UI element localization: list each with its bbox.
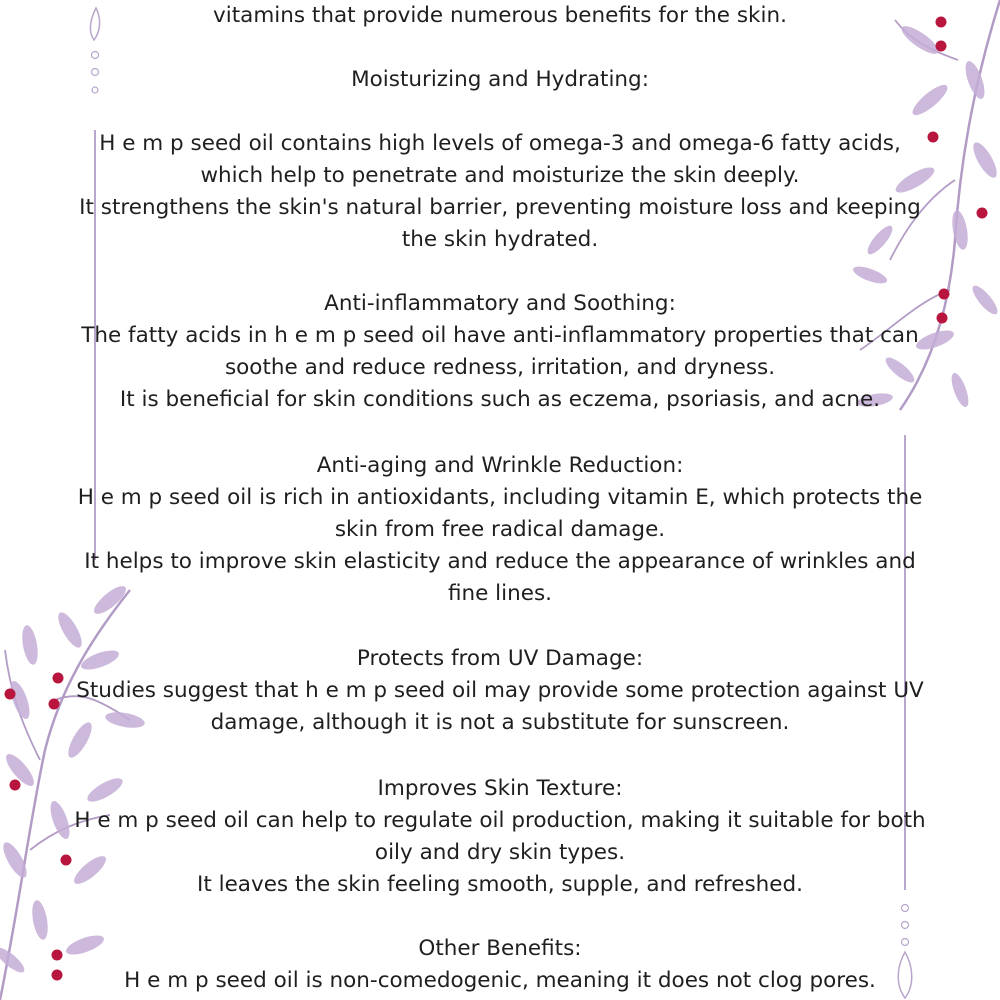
section-heading: Protects from UV Damage: — [356, 646, 644, 671]
body-text-line: It helps to improve skin elasticity and reduce the appearance of wrinkles and — [84, 549, 916, 574]
body-text-line: skin from free radical damage. — [334, 517, 666, 542]
section-heading: Anti-inflammatory and Soothing: — [324, 291, 676, 316]
body-text-line: oily and dry skin types. — [374, 840, 626, 865]
body-text-line: The fatty acids in h e m p seed oil have anti-inflammatory properties that can — [81, 323, 919, 348]
body-text-line: vitamins that provide numerous benefits for the skin. — [213, 3, 787, 28]
body-text-line: the skin hydrated. — [401, 227, 599, 252]
body-text-line: It strengthens the skin's natural barrier, preventing moisture loss and keeping — [79, 195, 921, 220]
body-text-line: damage, although it is not a substitute for sunscreen. — [210, 710, 790, 735]
section-heading: Other Benefits: — [418, 936, 582, 961]
body-text-line: soothe and reduce redness, irritation, and dryness. — [224, 355, 776, 380]
section-heading: Moisturizing and Hydrating: — [351, 67, 649, 92]
body-text-line: H e m p seed oil is rich in antioxidants, including vitamin E, which protects the — [77, 485, 923, 510]
body-text-line: H e m p seed oil contains high levels of omega-3 and omega-6 fatty acids, — [99, 131, 901, 156]
body-text-line: fine lines. — [447, 581, 553, 606]
section-heading: Improves Skin Texture: — [377, 776, 623, 801]
section-heading: Anti-aging and Wrinkle Reduction: — [316, 453, 684, 478]
body-text-line: H e m p seed oil can help to regulate oil production, making it suitable for both — [74, 808, 926, 833]
body-text-line: which help to penetrate and moisturize the skin deeply. — [200, 163, 800, 188]
body-text-line: Studies suggest that h e m p seed oil may provide some protection against UV — [76, 678, 924, 703]
body-text-line: It leaves the skin feeling smooth, supple, and refreshed. — [197, 872, 803, 897]
body-text-line: H e m p seed oil is non-comedogenic, meaning it does not clog pores. — [124, 968, 876, 993]
body-text-line: It is beneficial for skin conditions such as eczema, psoriasis, and acne. — [119, 387, 881, 412]
